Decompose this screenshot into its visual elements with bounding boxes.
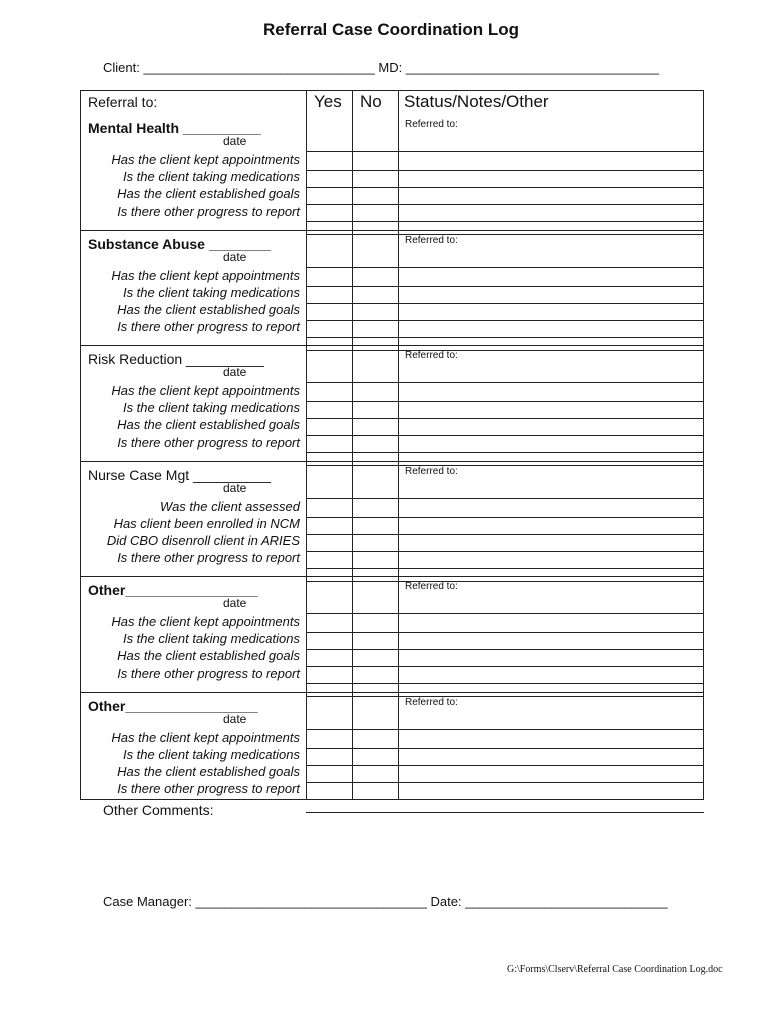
section-question: Is there other progress to report [117,203,300,219]
header-status-notes: Status/Notes/Other [404,92,549,111]
answer-row-line [306,812,704,813]
answer-row-line [306,581,704,582]
table-column-border [398,90,399,800]
referred-to-label: Referred to: [405,581,458,592]
case-manager-signature-line: Case Manager: ________________________________ Date: ____________________________ [103,894,668,909]
answer-row-line [306,465,704,466]
answer-row-line [306,498,704,499]
section-date-label: date [223,134,247,148]
referred-to-label: Referred to: [405,119,458,130]
section-date-label: date [223,711,247,726]
answer-row-line [306,303,704,304]
answer-row-line [306,320,704,321]
section-question: Is there other progress to report [117,319,300,335]
section-question: Did CBO disenroll client in ARIES [106,532,300,548]
section-question: Has the client established goals [117,648,300,664]
section-divider [80,692,704,693]
answer-row-line [306,748,704,749]
section-date-label: date [223,480,247,495]
section-title: Risk Reduction __________ [88,351,264,367]
section-question: Is there other progress to report [117,434,300,450]
section-question: Is the client taking medications [122,284,300,300]
section-question: Is there other progress to report [117,550,300,566]
answer-row-line [306,234,704,235]
answer-row-line [306,765,704,766]
answer-row-line [306,613,704,614]
answer-row-line [306,568,704,569]
section-question: Is there other progress to report [117,665,300,681]
answer-row-line [306,666,704,667]
other-comments-label: Other Comments: [103,802,214,818]
section-date-label: date [223,596,247,610]
section-title: Other_________________ [88,697,258,714]
section-title: Mental Health __________ [88,120,261,136]
header-yes: Yes [314,92,342,111]
referred-to-label: Referred to: [405,350,458,361]
section-question: Is the client taking medications [122,631,300,647]
answer-row-line [306,221,704,222]
section-question: Has the client established goals [117,301,300,317]
answer-row-line [306,632,704,633]
table-row-border [80,90,704,91]
referred-to-label: Referred to: [405,465,458,477]
table-column-border [306,90,307,800]
section-question: Has the client established goals [117,763,300,779]
page-title: Referral Case Coordination Log [263,20,519,39]
answer-row-line [306,799,704,800]
section-question: Is the client taking medications [122,400,300,416]
table-column-border [80,90,81,800]
section-question: Has client been enrolled in NCM [113,515,300,531]
section-question: Has the client kept appointments [111,267,300,283]
table-column-border [703,90,704,800]
client-md-line: Client: ________________________________ MD: ___________________________________ [103,60,659,75]
section-question: Has the client kept appointments [111,729,300,745]
section-title: Other_________________ [88,582,258,598]
section-title: Nurse Case Mgt __________ [88,466,271,483]
section-date-label: date [223,249,247,264]
answer-row-line [306,435,704,436]
section-divider [80,345,704,346]
answer-row-line [306,350,704,351]
section-question: Was the client assessed [160,498,300,514]
section-divider [80,461,704,462]
answer-row-line [306,337,704,338]
section-question: Has the client established goals [117,417,300,433]
answer-row-line [306,204,704,205]
section-question: Is there other progress to report [117,781,300,797]
answer-row-line [306,649,704,650]
answer-row-line [306,151,704,152]
answer-row-line [306,286,704,287]
answer-row-line [306,534,704,535]
file-path-footer: G:\Forms\Clserv\Referral Case Coordination Log.doc [507,964,723,975]
section-question: Is the client taking medications [122,746,300,762]
section-question: Has the client kept appointments [111,383,300,398]
section-question: Is the client taking medications [122,169,300,185]
answer-row-line [306,696,704,697]
answer-row-line [306,683,704,684]
referred-to-label: Referred to: [405,234,458,246]
header-no: No [360,92,382,111]
answer-row-line [306,401,704,402]
section-question: Has the client established goals [117,186,300,202]
header-referral-to: Referral to: [88,94,158,110]
answer-row-line [306,418,704,419]
section-date-label: date [223,365,247,379]
section-question: Has the client kept appointments [111,152,300,167]
answer-row-line [306,170,704,171]
answer-row-line [306,729,704,730]
referred-to-label: Referred to: [405,696,458,708]
answer-row-line [306,782,704,783]
answer-row-line [306,452,704,453]
answer-row-line [306,267,704,268]
table-column-border [352,90,353,800]
section-question: Has the client kept appointments [111,614,300,629]
answer-row-line [306,187,704,188]
answer-row-line [306,517,704,518]
section-divider [80,230,704,231]
referral-table [80,90,704,800]
answer-row-line [306,551,704,552]
section-divider [80,576,704,577]
section-title: Substance Abuse ________ [88,235,272,252]
answer-row-line [306,382,704,383]
